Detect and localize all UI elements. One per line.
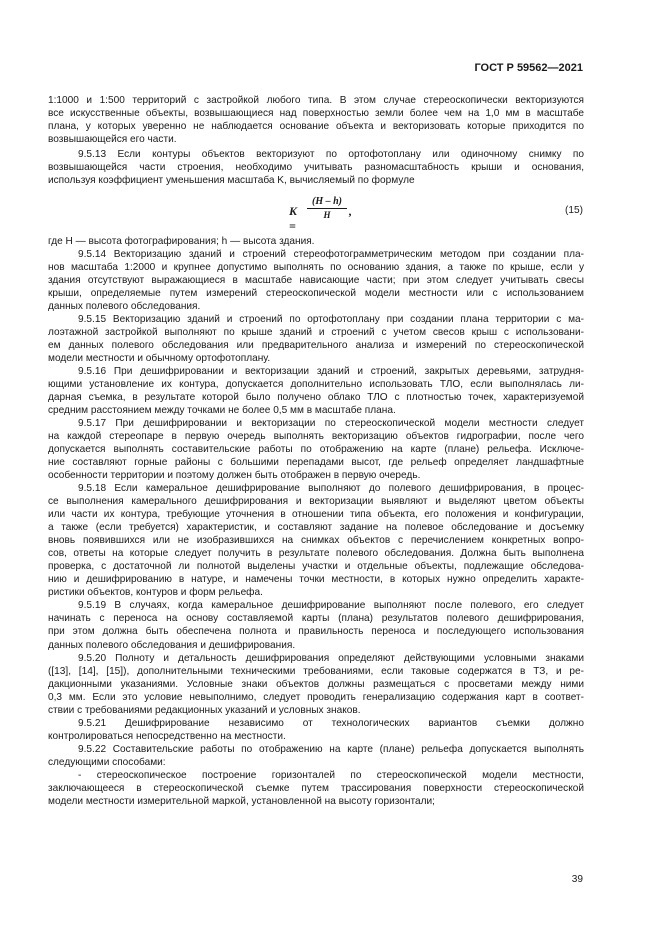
formula-tail: , xyxy=(349,204,352,218)
text-line: ем данных полевого обследования или предварительного анализа и измерений по стереоскопической xyxy=(48,340,584,351)
formula-fraction xyxy=(307,196,347,221)
text-line: ствии с требованиями редакционных указаний и условных знаков. xyxy=(48,705,361,716)
text-line: возвышающейся его части. xyxy=(48,134,177,145)
text-line: 9.5.22 Составительские работы по отображению на карте (плане) рельефа допускается выполнять xyxy=(78,744,584,755)
document-code: ГОСТ Р 59562—2021 xyxy=(474,62,583,74)
text-line: 9.5.19 В случаях, когда камеральное дешифрирование выполняют после полевого, его следует xyxy=(78,600,584,611)
text-line: нов масштаба 1:2000 и крупнее допустимо выполнять по основанию здания, а также по крыше, если у xyxy=(48,262,584,273)
text-line: следующими способами: xyxy=(48,757,166,768)
formula-denominator: H xyxy=(323,210,331,220)
text-line: ющими установление их контура, допускается дополнительно использовать ТЛО, если выполнялась ли- xyxy=(48,379,584,390)
text-line: крыши, определяемые путем измерений стереоскопической модели местности или с использованием xyxy=(48,288,584,299)
equation-number: (15) xyxy=(565,205,583,216)
text-line: используя коэффициент уменьшения масштаба K, вычисляемый по формуле xyxy=(48,175,415,186)
text-line: здания отсутствуют выражающиеся в масштабе нависающие части; при этом следует учитывать свесы xyxy=(48,275,584,286)
text-line: вновь появившихся или не изобразившихся на снимках объектов с перечислением конкретных вопро- xyxy=(48,535,584,546)
text-line: 9.5.18 Если камеральное дешифрирование выполняют до полевого дешифрирования, в процес- xyxy=(78,483,584,494)
text-line: 9.5.21 Дешифрирование независимо от технологических вариантов съемки должно xyxy=(78,718,584,729)
text-line: данных полевого обследования. xyxy=(48,301,201,312)
text-line: сов, ответы на которые следует получить в результате полевого обследования. Должна быть выполнена xyxy=(48,548,584,559)
text-line: се выполнения камерального дешифрирования и векторизации выявляют и выделяют цветом объекты xyxy=(48,496,584,507)
text-line: плана, у которых уверенно не наблюдается основание объекта и векторизовать которые приходится по xyxy=(48,121,584,132)
text-line: на каждой стереопаре в первую очередь выполнять векторизацию объектов гидрографии, после чего xyxy=(48,431,584,442)
text-line: или части их контура, требующие уточнения в отношении типа объекта, его положения и конфигурации, xyxy=(48,509,584,520)
text-line: возвышающейся части строения, необходимо учитывать разномасштабность крыши и основания, xyxy=(48,162,584,173)
formula-lhs: K = xyxy=(289,204,298,233)
text-line: модели местности и обычному ортофотоплану. xyxy=(48,353,271,364)
text-line: все искусственные объекты, возвышающиеся над поверхностью земли более чем на 1,0 мм в масштабе xyxy=(48,108,584,119)
text-line: средним расстоянием между точками не более 0,5 мм в масштабе плана. xyxy=(48,405,396,416)
text-line: начинать с переноса на основу составляемой карты (плана) результатов полевого дешифрирования, xyxy=(48,613,584,624)
text-line: при этом должна быть обеспечена полнота и правильность переноса и последующего использования xyxy=(48,626,584,637)
text-line: заключающееся в стереоскопической съемке путем трассирования поверхности стереоскопической xyxy=(48,783,584,794)
text-line: ние составляют горные районы с большими перепадами высот, где рельеф определяет ландшафтные xyxy=(48,457,584,468)
text-line: 9.5.15 Векторизацию зданий и строений по ортофотоплану при создании плана территории с ма- xyxy=(78,314,584,325)
text-line: допускается выполнять составительские работы по отображению на карте (плане) рельефа. Исключе- xyxy=(48,444,584,455)
text-line: лоэтажной застройкой выполняют по крыше зданий и строений с учетом свесов крыш с использовани- xyxy=(48,327,584,338)
text-line: проверка, с достаточной ли полнотой выделены участки и отдельные объекты, подлежащие обследова- xyxy=(48,561,584,572)
text-line: 9.5.14 Векторизацию зданий и строений стереофотограмметрическим методом при создании пла- xyxy=(78,249,584,260)
text-line: дарная съемка, в результате которой было получено облако ТЛО с плотностью точек, характеризуемой xyxy=(48,392,584,403)
text-line: ([13], [14], [15]), дополнительными техническими требованиями, если таковые содержатся в ТЗ, и ре- xyxy=(48,666,584,677)
page-number: 39 xyxy=(571,874,583,885)
text-line: данных полевого обследования и дешифрирования. xyxy=(48,640,296,651)
text-line: - стереоскопическое построение горизонталей по стереоскопической модели местности, xyxy=(78,770,584,781)
text-line: а также (если требуется) характеристик, и составляют задание на полевое обследование и досъемку xyxy=(48,522,584,533)
text-line: особенности территории и поэтому должен быть отображен в первую очередь. xyxy=(48,470,421,481)
text-line: 1:1000 и 1:500 территорий с застройкой любого типа. В этом случае стереоскопически векторизуются xyxy=(48,95,584,106)
text-line: 9.5.17 При дешифрировании и векторизации по стереоскопической модели местности следует xyxy=(78,418,584,429)
text-line: где H — высота фотографирования; h — высота здания. xyxy=(48,236,315,247)
text-line: ристики объектов, контуров и форм рельефа. xyxy=(48,587,263,598)
text-line: 9.5.20 Полноту и детальность дешифрирования определяют действующими условными знаками xyxy=(78,653,584,664)
text-line: 0,3 мм. Если это условие невыполнимо, следует проводить генерализацию содержания карт в соответ- xyxy=(48,692,584,703)
text-line: дакционными указаниями. Условные знаки объектов должны размещаться с просветами между ними xyxy=(48,679,584,690)
text-line: контролироваться непосредственно на местности. xyxy=(48,731,286,742)
text-line: 9.5.13 Если контуры объектов векторизуют по ортофотоплану или одиночному снимку по xyxy=(78,149,584,160)
text-line: модели местности измерительной маркой, установленной на высоту горизонтали; xyxy=(48,796,435,807)
text-line: нию и дешифрированию в натуре, и намечены точки местности, в которых нужно определить характе- xyxy=(48,574,584,585)
formula-numerator: (H – h) xyxy=(307,196,347,209)
text-line: 9.5.16 При дешифрировании и векторизации зданий и строений, закрытых деревьями, затрудня- xyxy=(78,366,584,377)
